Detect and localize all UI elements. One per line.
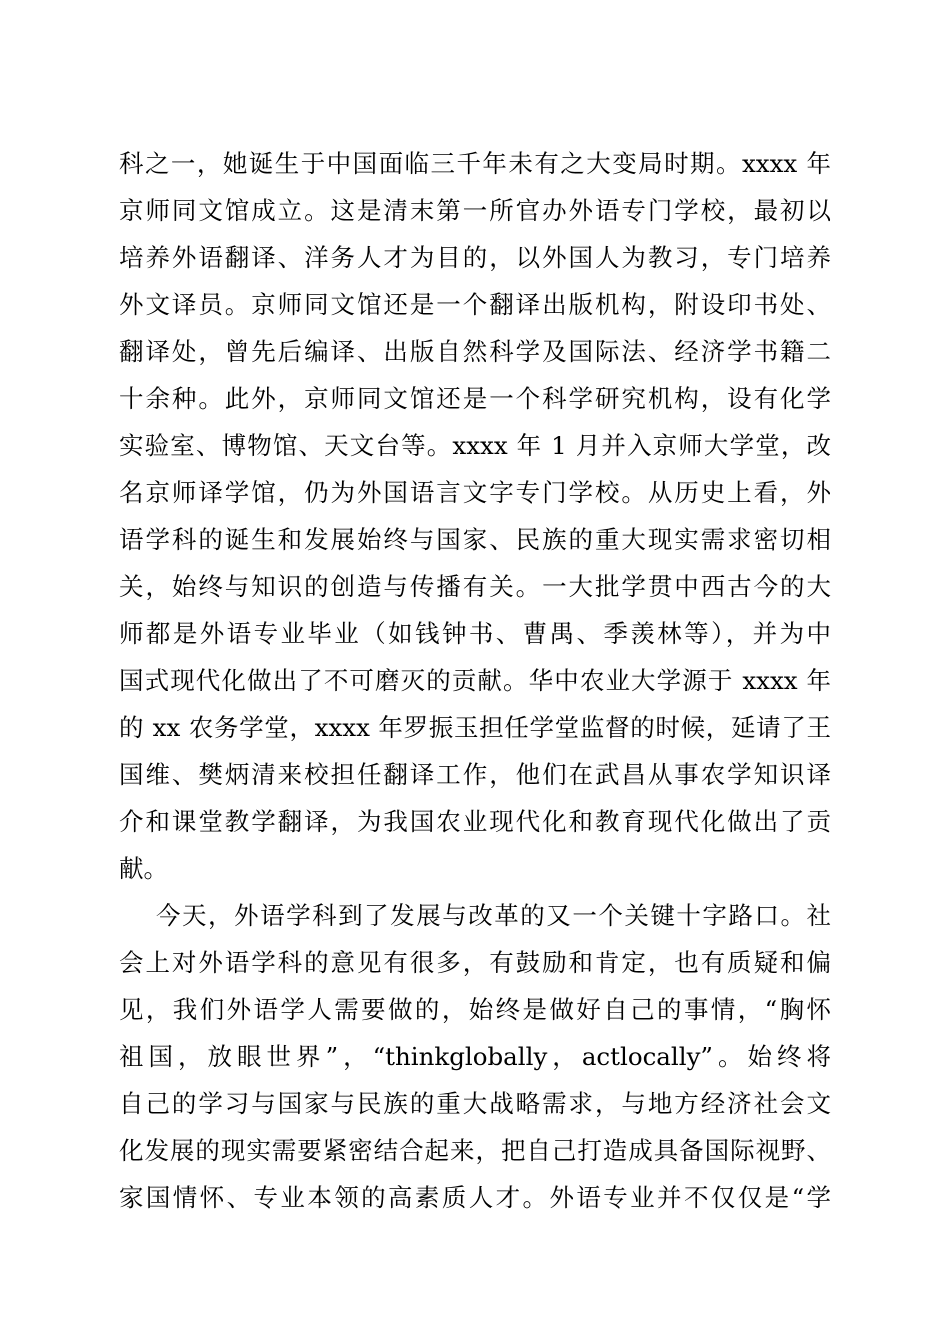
paragraph-2-line-5: 自己的学习与国家与民族的重大战略需求，与地方经济社会文 — [119, 1089, 831, 1118]
paragraph-1-line-15: 介和课堂教学翻译，为我国农业现代化和教育现代化做出了贡 — [119, 807, 831, 836]
paragraph-1-line-10: 关，始终与知识的创造与传播有关。一大批学贯中西古今的大 — [119, 572, 831, 601]
body-text — [119, 140, 831, 1221]
paragraph-1-line-16: 献。 — [119, 854, 168, 883]
paragraph-1-line-7: 实验室、博物馆、天文台等。xxxx 年 1 月并入京师大学堂，改 — [119, 431, 831, 460]
paragraph-1-line-13: 的 xx 农务学堂，xxxx 年罗振玉担任学堂监督的时候，延请了王 — [119, 713, 831, 742]
paragraph-2-line-7: 家国情怀、专业本领的高素质人才。外语专业并不仅仅是“学 — [119, 1183, 831, 1212]
paragraph-2-line-3: 见，我们外语学人需要做的，始终是做好自己的事情，“胸怀 — [119, 995, 831, 1024]
paragraph-1-line-9: 语学科的诞生和发展始终与国家、民族的重大现实需求密切相 — [119, 525, 831, 554]
paragraph-1-line-4: 外文译员。京师同文馆还是一个翻译出版机构，附设印书处、 — [119, 290, 831, 319]
paragraph-1-line-2: 京师同文馆成立。这是清末第一所官办外语专门学校，最初以 — [119, 196, 831, 225]
paragraph-2-line-1: 今天，外语学科到了发展与改革的又一个关键十字路口。社 — [156, 901, 831, 930]
paragraph-1-line-3: 培养外语翻译、洋务人才为目的，以外国人为教习，专门培养 — [119, 243, 831, 272]
paragraph-2-line-2: 会上对外语学科的意见有很多，有鼓励和肯定，也有质疑和偏 — [119, 948, 831, 977]
paragraph-1-line-14: 国维、樊炳清来校担任翻译工作，他们在武昌从事农学知识译 — [119, 760, 831, 789]
paragraph-1-line-5: 翻译处，曾先后编译、出版自然科学及国际法、经济学书籍二 — [119, 337, 831, 366]
paragraph-1-line-8: 名京师译学馆，仍为外国语言文字专门学校。从历史上看，外 — [119, 478, 831, 507]
paragraph-1-line-1: 科之一，她诞生于中国面临三千年未有之大变局时期。xxxx 年 — [119, 149, 831, 178]
paragraph-2-line-4: 祖国，放眼世界”，“thinkglobally，actlocally”。始终将 — [119, 1042, 831, 1071]
paragraph-1-line-11: 师都是外语专业毕业（如钱钟书、曹禺、季羡林等），并为中 — [119, 619, 831, 648]
paragraph-1-line-12: 国式现代化做出了不可磨灭的贡献。华中农业大学源于 xxxx 年 — [119, 666, 831, 695]
paragraph-2-line-6: 化发展的现实需要紧密结合起来，把自己打造成具备国际视野、 — [119, 1136, 831, 1165]
paragraph-1-line-6: 十余种。此外，京师同文馆还是一个科学研究机构，设有化学 — [119, 384, 831, 413]
